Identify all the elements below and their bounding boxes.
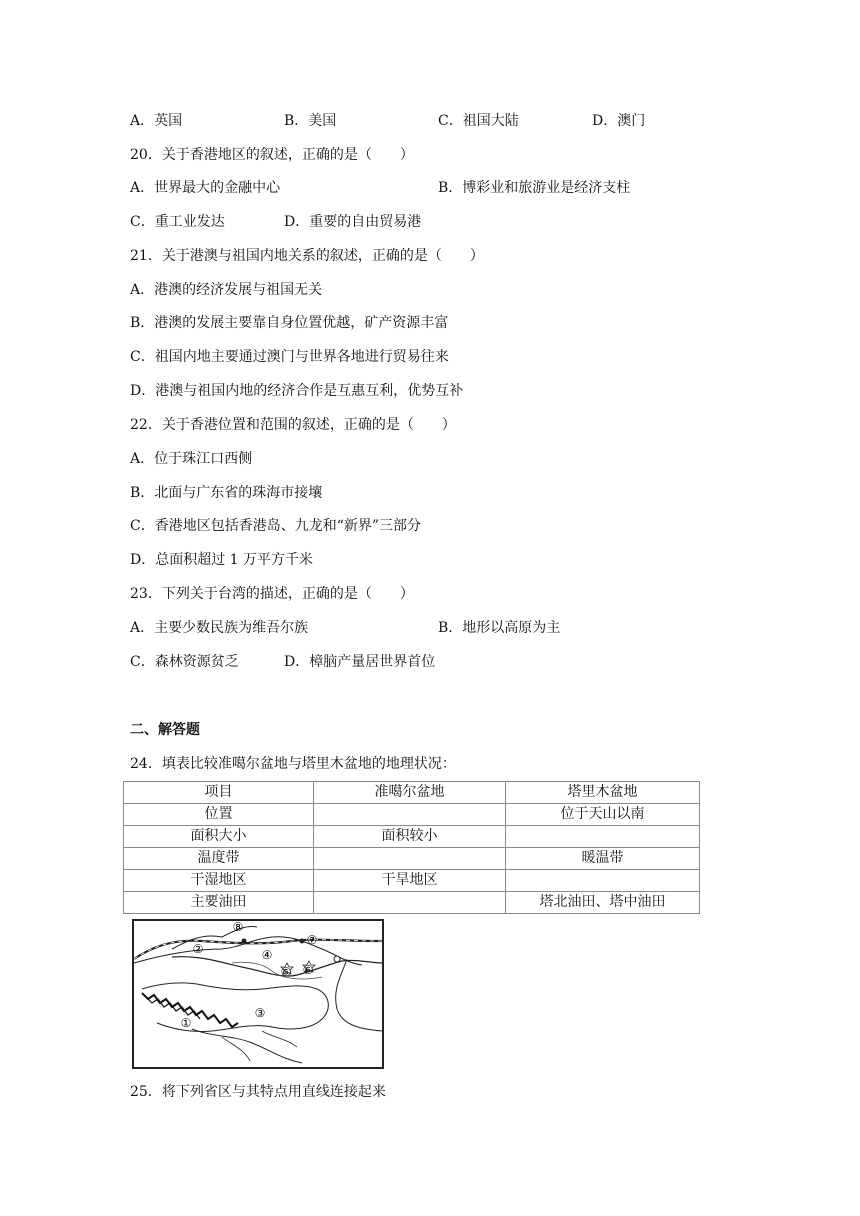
q23-option-a: A．主要少数民族为维吾尔族 <box>130 620 309 636</box>
table-header-cell: 塔里木盆地 <box>506 782 700 804</box>
map-marker-4 <box>262 948 273 962</box>
xinjiang-map <box>132 919 384 1069</box>
q25-stem: 25．将下列省区与其特点用直线连接起来 <box>130 1084 386 1100</box>
table-cell-blank[interactable] <box>314 848 506 870</box>
table-cell: 位置 <box>124 804 314 826</box>
svg-text:⑥: ⑥ <box>302 963 314 977</box>
q19-option-a: A．英国 <box>130 113 183 129</box>
q22-option-d: D．总面积超过 1 万平方千米 <box>130 552 314 568</box>
q19-option-c: C．祖国大陆 <box>438 113 519 129</box>
svg-text:⑤: ⑤ <box>280 965 292 979</box>
table-header-cell: 项目 <box>124 782 314 804</box>
q21-stem: 21．关于港澳与祖国内地关系的叙述，正确的是（ ） <box>130 248 484 264</box>
q22-option-c: C．香港地区包括香港岛、九龙和“新界”三部分 <box>130 518 422 534</box>
q21-option-c: C．祖国内地主要通过澳门与世界各地进行贸易往来 <box>130 349 449 365</box>
q21-option-d: D．港澳与祖国内地的经济合作是互惠互利，优势互补 <box>130 383 464 399</box>
table-cell-blank[interactable] <box>506 826 700 848</box>
table-row <box>124 870 700 892</box>
table-row <box>124 892 700 914</box>
q24-stem: 24．填表比较准噶尔盆地与塔里木盆地的地理状况： <box>130 756 456 772</box>
q23-stem: 23．下列关于台湾的描述，正确的是（ ） <box>130 586 414 602</box>
svg-text:①: ① <box>180 1016 192 1030</box>
table-cell: 主要油田 <box>124 892 314 914</box>
q21-option-a: A．港澳的经济发展与祖国无关 <box>130 282 323 298</box>
q22-option-a: A．位于珠江口西侧 <box>130 451 253 467</box>
table-cell: 塔北油田、塔中油田 <box>506 892 700 914</box>
table-cell: 位于天山以南 <box>506 804 700 826</box>
svg-text:③: ③ <box>254 1006 266 1020</box>
table-row <box>124 804 700 826</box>
q19-option-b: B．美国 <box>284 113 337 129</box>
table-cell-blank[interactable] <box>506 870 700 892</box>
q20-option-d: D．重要的自由贸易港 <box>284 214 422 230</box>
table-cell: 暖温带 <box>506 848 700 870</box>
q23-option-b: B．地形以高原为主 <box>438 620 561 636</box>
map-marker-2 <box>193 942 204 956</box>
table-row <box>124 848 700 870</box>
table-row <box>124 826 700 848</box>
q20-stem: 20．关于香港地区的叙述，正确的是（ ） <box>130 147 414 163</box>
table-cell-blank[interactable] <box>314 892 506 914</box>
table-cell: 面积较小 <box>314 826 506 848</box>
q20-option-a: A．世界最大的金融中心 <box>130 180 281 196</box>
q19-option-d: D．澳门 <box>592 113 646 129</box>
q23-option-c: C．森林资源贫乏 <box>130 654 239 670</box>
table-cell: 干旱地区 <box>314 870 506 892</box>
svg-text:②: ② <box>192 942 204 956</box>
q22-option-b: B．北面与广东省的珠海市接壤 <box>130 485 323 501</box>
q20-option-b: B．博彩业和旅游业是经济支柱 <box>438 180 631 196</box>
svg-text:⑧: ⑧ <box>232 920 244 934</box>
table-cell: 干湿地区 <box>124 870 314 892</box>
table-header-cell: 准噶尔盆地 <box>314 782 506 804</box>
map-marker-1 <box>181 1016 192 1030</box>
q23-option-d: D．樟脑产量居世界首位 <box>284 654 436 670</box>
map-marker-8 <box>233 920 244 934</box>
q22-stem: 22．关于香港位置和范围的叙述，正确的是（ ） <box>130 417 456 433</box>
table-cell: 温度带 <box>124 848 314 870</box>
table-row <box>124 782 700 804</box>
q20-option-c: C．重工业发达 <box>130 214 225 230</box>
map-marker-3 <box>255 1006 266 1020</box>
section-title: 二、解答题 <box>130 722 200 738</box>
comparison-table <box>123 781 700 914</box>
table-cell: 面积大小 <box>124 826 314 848</box>
q21-option-b: B．港澳的发展主要靠自身位置优越，矿产资源丰富 <box>130 315 449 331</box>
table-cell-blank[interactable] <box>314 804 506 826</box>
svg-text:④: ④ <box>261 948 273 962</box>
map-marker-7 <box>307 933 318 947</box>
svg-text:⑦: ⑦ <box>306 933 318 947</box>
